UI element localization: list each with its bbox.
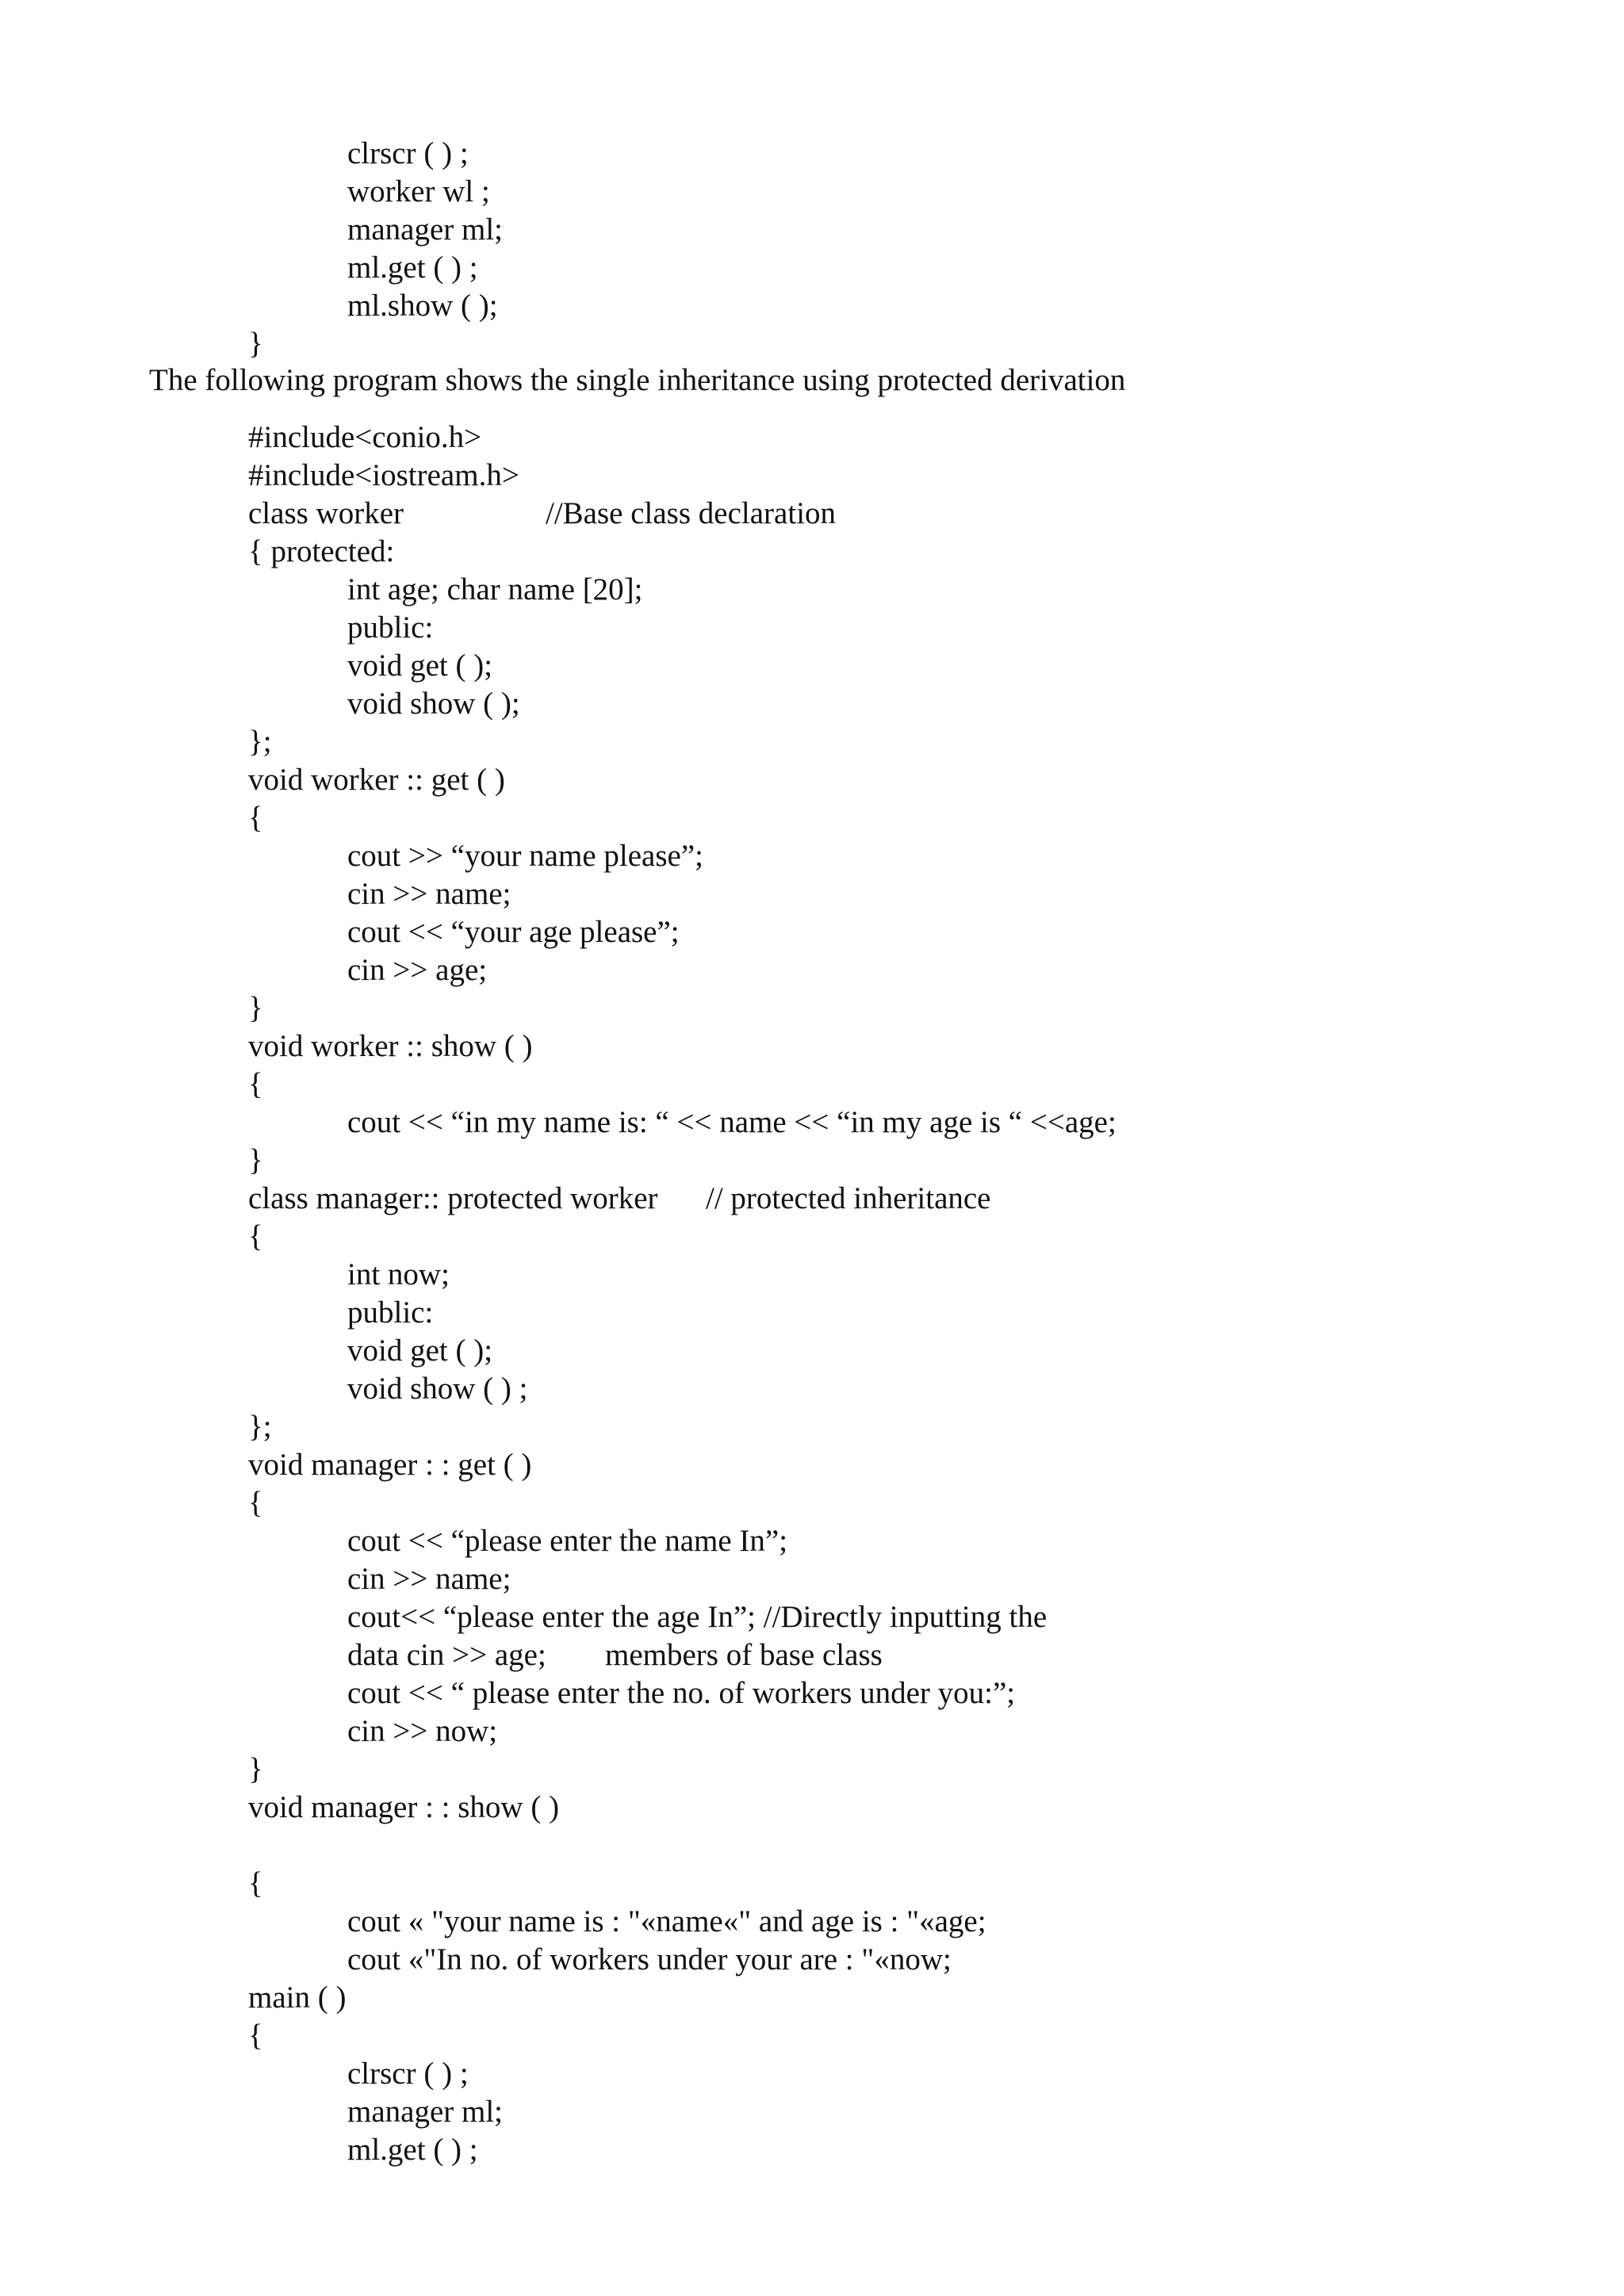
code-line: {: [248, 1866, 263, 1900]
code-line: {: [248, 801, 263, 835]
code-line: void manager : : show ( ): [248, 1790, 560, 1824]
code-line: cin >> age;: [347, 953, 488, 987]
code-line: {: [248, 1486, 263, 1520]
code-comment: // protected inheritance: [706, 1181, 991, 1215]
code-line: void show ( );: [347, 687, 520, 721]
code-line: }: [248, 991, 263, 1025]
code-line: cin >> name;: [347, 1562, 511, 1596]
code-line: main ( ): [248, 1980, 347, 2015]
code-line: cout « "your name is : "«name«" and age is : "«age;: [347, 1904, 986, 1938]
code-comment: members of base class: [605, 1638, 883, 1672]
code-line: #include<conio.h>: [248, 420, 482, 454]
code-line: clrscr ( ) ;: [347, 2057, 469, 2091]
code-line: data cin >> age;: [347, 1638, 546, 1672]
code-line: void show ( ) ;: [347, 1372, 528, 1406]
code-line: manager ml;: [347, 212, 504, 247]
code-line: clrscr ( ) ;: [347, 136, 469, 170]
code-line: void get ( );: [347, 1334, 493, 1368]
code-line: worker wl ;: [347, 174, 490, 209]
code-line: manager ml;: [347, 2095, 504, 2129]
code-line: #include<iostream.h>: [248, 458, 519, 492]
code-line: };: [248, 1410, 272, 1444]
code-line: ml.get ( ) ;: [347, 251, 478, 285]
code-line: class worker: [248, 496, 404, 530]
code-line: }: [248, 1143, 263, 1177]
code-line: {: [248, 1067, 263, 1101]
code-line: cout << “in my name is: “ << name << “in my age is “ <<age;: [347, 1105, 1116, 1139]
code-line: void get ( );: [347, 649, 493, 683]
code-line: }: [248, 1752, 263, 1786]
code-line: cin >> name;: [347, 877, 511, 911]
code-line: cout << “please enter the name In”;: [347, 1524, 788, 1558]
code-line: cin >> now;: [347, 1714, 498, 1748]
code-line: cout «"In no. of workers under your are : "«now;: [347, 1942, 952, 1976]
code-line: void worker :: show ( ): [248, 1029, 533, 1063]
code-line: public:: [347, 610, 434, 645]
code-line: ml.show ( );: [347, 289, 498, 323]
code-line: int age; char name [20];: [347, 572, 643, 607]
code-line: cout<< “please enter the age In”; //Directly inputting the: [347, 1600, 1048, 1634]
code-line: class manager:: protected worker: [248, 1181, 658, 1215]
code-comment: //Base class declaration: [546, 496, 837, 530]
code-line: int now;: [347, 1257, 450, 1292]
code-line: cout << “your age please”;: [347, 915, 680, 949]
code-line: ml.get ( ) ;: [347, 2133, 478, 2167]
code-line: { protected:: [248, 534, 395, 568]
code-line: }: [248, 327, 263, 361]
code-line: {: [248, 2019, 263, 2053]
code-line: public:: [347, 1295, 434, 1330]
code-line: void manager : : get ( ): [248, 1448, 532, 1482]
code-line: cout << “ please enter the no. of workers under you:”;: [347, 1676, 1016, 1710]
code-line: void worker :: get ( ): [248, 763, 505, 797]
code-line: cout >> “your name please”;: [347, 839, 703, 873]
code-line: {: [248, 1219, 263, 1253]
code-line: };: [248, 725, 272, 759]
section-heading: The following program shows the single inheritance using protected derivation: [149, 363, 1126, 397]
